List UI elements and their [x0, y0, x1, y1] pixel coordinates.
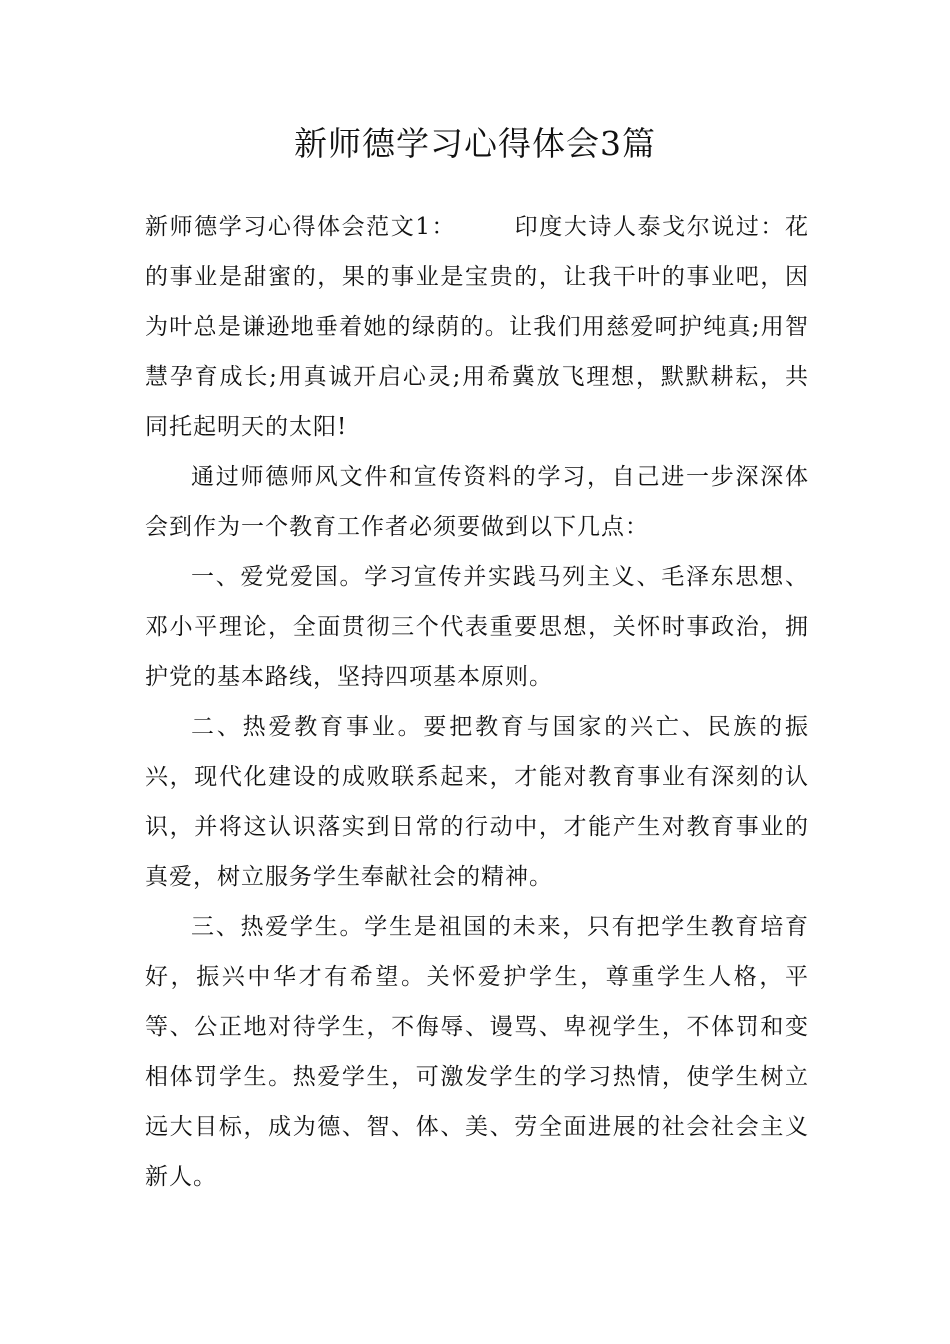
paragraph-point-three: 三、热爱学生。学生是祖国的未来，只有把学生教育培育好，振兴中华才有希望。关怀爱护学生，尊重学生人格，平等、公正地对待学生，不侮辱、谩骂、卑视学生，不体罚和变相体罚学生。热爱学生，可激发学生的学习热情，使学生树立远大目标，成为德、智、体、美、劳全面进展的社会社会主义新人。	[145, 914, 809, 1190]
first-paragraph-lead: 新师德学习心得体会范文1：	[145, 214, 457, 240]
document-body	[145, 202, 809, 1202]
paragraph-study-summary: 通过师德师风文件和宣传资料的学习，自己进一步深深体会到作为一个教育工作者必须要做到以下几点：	[145, 464, 809, 540]
paragraph-point-two: 二、热爱教育事业。要把教育与国家的兴亡、民族的振兴，现代化建设的成败联系起来，才能对教育事业有深刻的认识，并将这认识落实到日常的行动中，才能产生对教育事业的真爱，树立服务学生奉献社会的精神。	[145, 714, 809, 890]
first-paragraph-body: 印度大诗人泰戈尔说过：花的事业是甜蜜的，果的事业是宝贵的，让我干叶的事业吧，因为叶总是谦逊地垂着她的绿荫的。让我们用慈爱呵护纯真;用智慧孕育成长;用真诚开启心灵;用希冀放飞理想，默默耕耘，共同托起明天的太阳!	[145, 214, 810, 440]
paragraph-point-one: 一、爱党爱国。学习宣传并实践马列主义、毛泽东思想、邓小平理论，全面贯彻三个代表重要思想，关怀时事政治，拥护党的基本路线，坚持四项基本原则。	[145, 564, 809, 690]
document-title: 新师德学习心得体会3篇	[294, 124, 656, 163]
first-paragraph	[145, 202, 809, 452]
